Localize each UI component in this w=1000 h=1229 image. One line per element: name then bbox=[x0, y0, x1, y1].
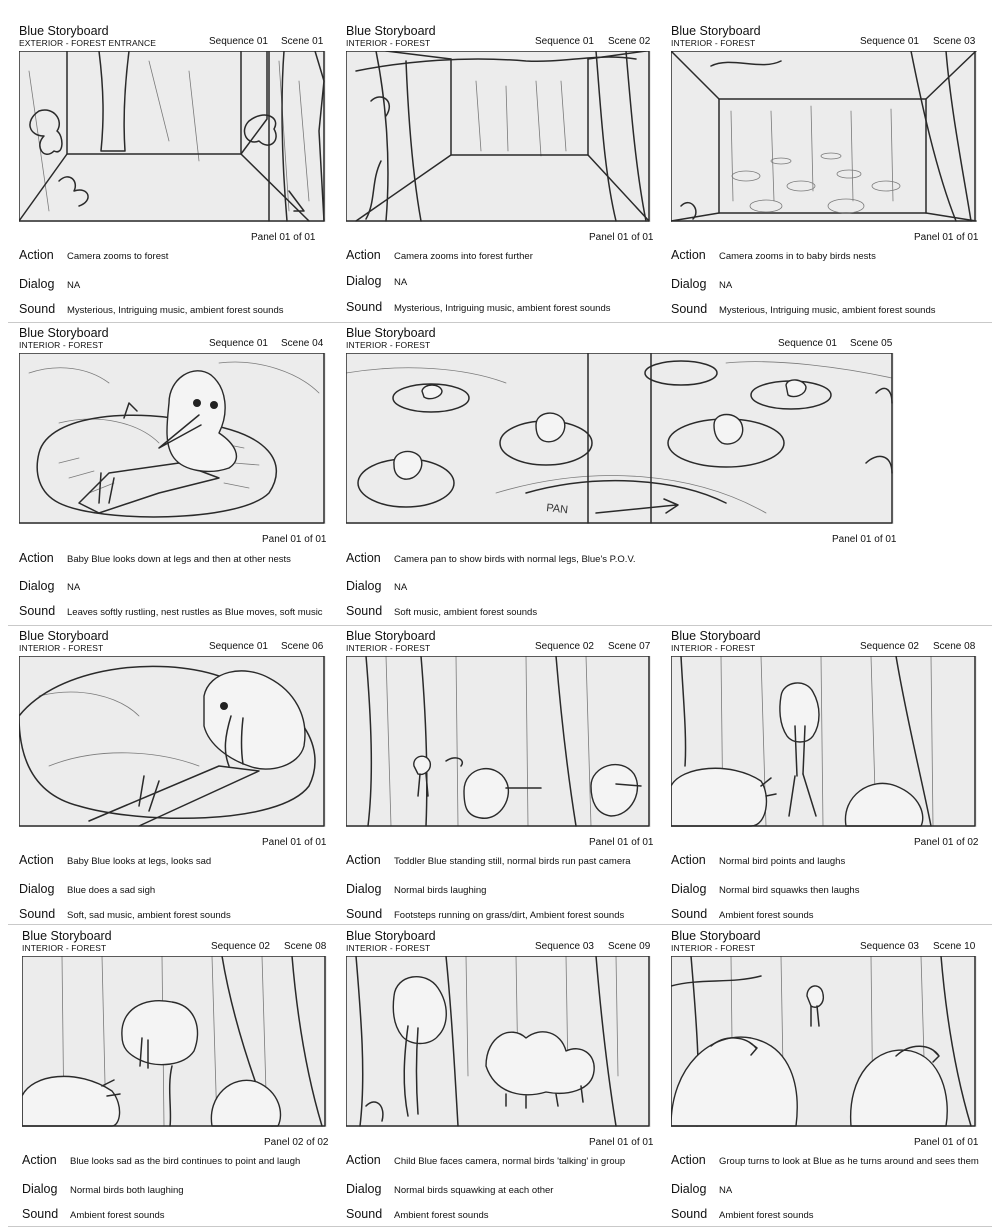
pan-birds-sketch bbox=[346, 353, 894, 524]
sequence-label: Sequence 02 bbox=[860, 641, 919, 652]
group-turns-sketch bbox=[671, 956, 977, 1127]
dialog-label: Dialog bbox=[346, 882, 382, 896]
nests-sketch bbox=[671, 51, 977, 222]
scene-label: Scene 10 bbox=[933, 941, 976, 952]
sound-label: Sound bbox=[346, 907, 383, 921]
storyboard-panel-scene-03 bbox=[671, 25, 977, 320]
action-label: Action bbox=[19, 853, 54, 867]
action-label: Action bbox=[22, 1153, 57, 1167]
sad-blue-sketch bbox=[19, 656, 326, 827]
panel-number: Panel 01 of 01 bbox=[251, 232, 316, 243]
panel-location: INTERIOR - FOREST bbox=[22, 943, 107, 953]
panel-title: Blue Storyboard bbox=[346, 326, 436, 340]
panel-number: Panel 01 of 01 bbox=[914, 232, 979, 243]
dialog-text: NA bbox=[719, 280, 733, 291]
forest-entrance-sketch bbox=[19, 51, 326, 222]
dialog-label: Dialog bbox=[346, 274, 382, 288]
scene-label: Scene 03 bbox=[933, 36, 976, 47]
dialog-text: Normal birds laughing bbox=[394, 885, 487, 896]
sound-row bbox=[671, 908, 977, 924]
sequence-label: Sequence 02 bbox=[535, 641, 594, 652]
sketch-frame bbox=[346, 353, 894, 524]
sequence-label: Sequence 03 bbox=[535, 941, 594, 952]
sound-label: Sound bbox=[22, 1207, 59, 1221]
sound-label: Sound bbox=[671, 302, 708, 316]
dialog-label: Dialog bbox=[671, 1182, 707, 1196]
dialog-text: Normal birds both laughing bbox=[70, 1185, 184, 1196]
row-divider bbox=[8, 322, 992, 323]
action-row bbox=[671, 1154, 977, 1170]
sound-text: Soft, sad music, ambient forest sounds bbox=[67, 910, 231, 921]
dialog-text: NA bbox=[394, 582, 408, 593]
action-row bbox=[671, 249, 977, 265]
scene-label: Scene 06 bbox=[281, 641, 324, 652]
panel-title: Blue Storyboard bbox=[671, 24, 761, 38]
dialog-row bbox=[346, 1183, 651, 1199]
panel-number: Panel 01 of 01 bbox=[589, 232, 654, 243]
dialog-row bbox=[346, 275, 651, 291]
action-row bbox=[346, 552, 894, 568]
dialog-text: Normal birds squawking at each other bbox=[394, 1185, 554, 1196]
dialog-text: Normal bird squawks then laughs bbox=[719, 885, 860, 896]
forest-interior-sketch bbox=[346, 51, 651, 222]
panel-number: Panel 01 of 01 bbox=[589, 837, 654, 848]
action-text: Camera pan to show birds with normal legs, Blue's P.O.V. bbox=[394, 554, 636, 565]
dialog-label: Dialog bbox=[346, 1182, 382, 1196]
panel-number: Panel 01 of 01 bbox=[914, 1137, 979, 1148]
panel-number: Panel 01 of 01 bbox=[262, 837, 327, 848]
scene-label: Scene 04 bbox=[281, 338, 324, 349]
dialog-row bbox=[346, 883, 651, 899]
action-row bbox=[671, 854, 977, 870]
panel-title: Blue Storyboard bbox=[19, 629, 109, 643]
sketch-frame bbox=[346, 956, 651, 1127]
storyboard-panel-scene-04 bbox=[19, 327, 326, 622]
child-blue-group-sketch bbox=[346, 956, 651, 1127]
pointing-bird-sketch bbox=[671, 656, 977, 827]
dialog-row bbox=[671, 278, 977, 294]
storyboard-panel-scene-06 bbox=[19, 630, 326, 925]
sound-label: Sound bbox=[19, 907, 56, 921]
storyboard-panel-scene-01 bbox=[19, 25, 326, 320]
storyboard-panel-scene-07 bbox=[346, 629, 654, 925]
dialog-row bbox=[346, 580, 894, 596]
dialog-label: Dialog bbox=[671, 882, 707, 896]
scene-label: Scene 09 bbox=[608, 941, 651, 952]
sound-label: Sound bbox=[19, 302, 56, 316]
sequence-label: Sequence 02 bbox=[211, 941, 270, 952]
action-label: Action bbox=[671, 1153, 706, 1167]
sound-row bbox=[671, 1208, 977, 1224]
action-text: Normal bird points and laughs bbox=[719, 856, 846, 867]
panel-number: Panel 01 of 01 bbox=[832, 534, 897, 545]
sequence-label: Sequence 01 bbox=[209, 338, 268, 349]
panel-title: Blue Storyboard bbox=[671, 629, 761, 643]
scene-label: Scene 07 bbox=[608, 641, 651, 652]
action-text: Camera zooms in to baby birds nests bbox=[719, 251, 876, 262]
sound-text: Ambient forest sounds bbox=[719, 1210, 814, 1221]
row-divider bbox=[8, 924, 992, 925]
action-row bbox=[19, 249, 326, 265]
dialog-text: NA bbox=[67, 582, 81, 593]
storyboard-panel-scene-08a bbox=[671, 630, 977, 925]
panel-location: INTERIOR - FOREST bbox=[671, 643, 756, 653]
action-row bbox=[19, 854, 326, 870]
sound-row bbox=[346, 301, 651, 317]
dialog-row bbox=[671, 883, 977, 899]
action-text: Blue looks sad as the bird continues to point and laugh bbox=[70, 1156, 301, 1167]
sound-text: Ambient forest sounds bbox=[394, 1210, 489, 1221]
action-label: Action bbox=[346, 1153, 381, 1167]
dialog-row bbox=[19, 580, 326, 596]
dialog-row bbox=[671, 1183, 977, 1199]
dialog-text: NA bbox=[719, 1185, 733, 1196]
panel-title: Blue Storyboard bbox=[346, 929, 436, 943]
panel-title: Blue Storyboard bbox=[671, 929, 761, 943]
sequence-label: Sequence 01 bbox=[209, 641, 268, 652]
dialog-label: Dialog bbox=[22, 1182, 58, 1196]
row-divider bbox=[8, 1226, 992, 1227]
action-text: Group turns to look at Blue as he turns around and sees them bbox=[719, 1156, 979, 1167]
sketch-frame bbox=[346, 51, 651, 222]
sequence-label: Sequence 01 bbox=[778, 338, 837, 349]
dialog-label: Dialog bbox=[19, 882, 55, 896]
sound-row bbox=[346, 908, 651, 924]
scene-label: Scene 02 bbox=[608, 36, 651, 47]
sound-label: Sound bbox=[671, 907, 708, 921]
dialog-label: Dialog bbox=[19, 579, 55, 593]
sound-text: Ambient forest sounds bbox=[70, 1210, 165, 1221]
panel-location: INTERIOR - FOREST bbox=[19, 340, 104, 350]
dialog-row bbox=[22, 1183, 327, 1199]
sketch-frame bbox=[671, 656, 977, 827]
sound-text: Footsteps running on grass/dirt, Ambient forest sounds bbox=[394, 910, 625, 921]
sketch-frame bbox=[19, 353, 326, 524]
panel-title: Blue Storyboard bbox=[346, 24, 436, 38]
storyboard-panel-scene-09 bbox=[346, 929, 654, 1225]
action-text: Toddler Blue standing still, normal birds run past camera bbox=[394, 856, 631, 867]
sound-text: Mysterious, Intriguing music, ambient forest sounds bbox=[719, 305, 936, 316]
action-text: Camera zooms to forest bbox=[67, 251, 169, 262]
sequence-label: Sequence 01 bbox=[535, 36, 594, 47]
panel-location: INTERIOR - FOREST bbox=[346, 38, 431, 48]
sound-row bbox=[19, 908, 326, 924]
pan-sketch-label: PAN bbox=[545, 502, 569, 517]
action-label: Action bbox=[346, 853, 381, 867]
dialog-label: Dialog bbox=[346, 579, 382, 593]
sound-row bbox=[671, 303, 977, 319]
action-text: Camera zooms into forest further bbox=[394, 251, 533, 262]
action-row bbox=[346, 1154, 651, 1170]
dialog-label: Dialog bbox=[671, 277, 707, 291]
action-label: Action bbox=[19, 551, 54, 565]
sound-row bbox=[22, 1208, 327, 1224]
sound-row bbox=[19, 303, 326, 319]
sound-label: Sound bbox=[19, 604, 56, 618]
sound-text: Mysterious, Intriguing music, ambient forest sounds bbox=[394, 303, 611, 314]
panel-location: INTERIOR - FOREST bbox=[19, 643, 104, 653]
baby-blue-nest-sketch bbox=[19, 353, 326, 524]
sound-label: Sound bbox=[671, 1207, 708, 1221]
storyboard-panel-scene-02 bbox=[346, 24, 654, 320]
panel-title: Blue Storyboard bbox=[22, 929, 112, 943]
panel-location: INTERIOR - FOREST bbox=[671, 943, 756, 953]
sound-text: Soft music, ambient forest sounds bbox=[394, 607, 538, 618]
sketch-frame bbox=[19, 656, 326, 827]
action-label: Action bbox=[346, 248, 381, 262]
dialog-label: Dialog bbox=[19, 277, 55, 291]
sound-text: Mysterious, Intriguing music, ambient forest sounds bbox=[67, 305, 284, 316]
dialog-text: Blue does a sad sigh bbox=[67, 885, 156, 896]
panel-number: Panel 02 of 02 bbox=[264, 1137, 329, 1148]
sketch-frame bbox=[19, 51, 326, 222]
panel-number: Panel 01 of 01 bbox=[262, 534, 327, 545]
sequence-label: Sequence 01 bbox=[860, 36, 919, 47]
row-divider bbox=[8, 625, 992, 626]
action-row bbox=[19, 552, 326, 568]
running-birds-sketch bbox=[346, 656, 651, 827]
action-label: Action bbox=[19, 248, 54, 262]
action-label: Action bbox=[671, 248, 706, 262]
panel-location: EXTERIOR - FOREST ENTRANCE bbox=[19, 38, 157, 48]
panel-location: INTERIOR - FOREST bbox=[671, 38, 756, 48]
sound-label: Sound bbox=[346, 604, 383, 618]
panel-location: INTERIOR - FOREST bbox=[346, 643, 431, 653]
action-row bbox=[22, 1154, 327, 1170]
sound-text: Leaves softly rustling, nest rustles as Blue moves, soft music bbox=[67, 607, 323, 618]
dialog-text: NA bbox=[394, 277, 408, 288]
action-label: Action bbox=[346, 551, 381, 565]
storyboard-panel-scene-05 bbox=[346, 326, 897, 622]
dialog-row bbox=[19, 278, 326, 294]
sound-label: Sound bbox=[346, 300, 383, 314]
sketch-frame bbox=[22, 956, 327, 1127]
action-row bbox=[346, 854, 651, 870]
panel-location: INTERIOR - FOREST bbox=[346, 943, 431, 953]
panel-location: INTERIOR - FOREST bbox=[346, 340, 431, 350]
scene-label: Scene 08 bbox=[933, 641, 976, 652]
sound-row bbox=[346, 605, 894, 621]
action-label: Action bbox=[671, 853, 706, 867]
sound-row bbox=[19, 605, 326, 621]
storyboard-panel-scene-08b bbox=[22, 930, 327, 1225]
dialog-text: NA bbox=[67, 280, 81, 291]
dialog-row bbox=[19, 883, 326, 899]
sketch-frame bbox=[346, 656, 651, 827]
scene-label: Scene 01 bbox=[281, 36, 324, 47]
panel-title: Blue Storyboard bbox=[19, 24, 109, 38]
sketch-frame bbox=[671, 956, 977, 1127]
scene-label: Scene 08 bbox=[284, 941, 327, 952]
panel-title: Blue Storyboard bbox=[346, 629, 436, 643]
action-text: Child Blue faces camera, normal birds 'talking' in group bbox=[394, 1156, 626, 1167]
scene-label: Scene 05 bbox=[850, 338, 893, 349]
sequence-label: Sequence 01 bbox=[209, 36, 268, 47]
action-row bbox=[346, 249, 651, 265]
sequence-label: Sequence 03 bbox=[860, 941, 919, 952]
sad-blue-pointing-sketch bbox=[22, 956, 327, 1127]
action-text: Baby Blue looks down at legs and then at other nests bbox=[67, 554, 291, 565]
panel-number: Panel 01 of 01 bbox=[589, 1137, 654, 1148]
sound-text: Ambient forest sounds bbox=[719, 910, 814, 921]
panel-number: Panel 01 of 02 bbox=[914, 837, 979, 848]
sketch-frame bbox=[671, 51, 977, 222]
panel-title: Blue Storyboard bbox=[19, 326, 109, 340]
storyboard-panel-scene-10 bbox=[671, 930, 977, 1225]
sound-label: Sound bbox=[346, 1207, 383, 1221]
sound-row bbox=[346, 1208, 651, 1224]
action-text: Baby Blue looks at legs, looks sad bbox=[67, 856, 212, 867]
